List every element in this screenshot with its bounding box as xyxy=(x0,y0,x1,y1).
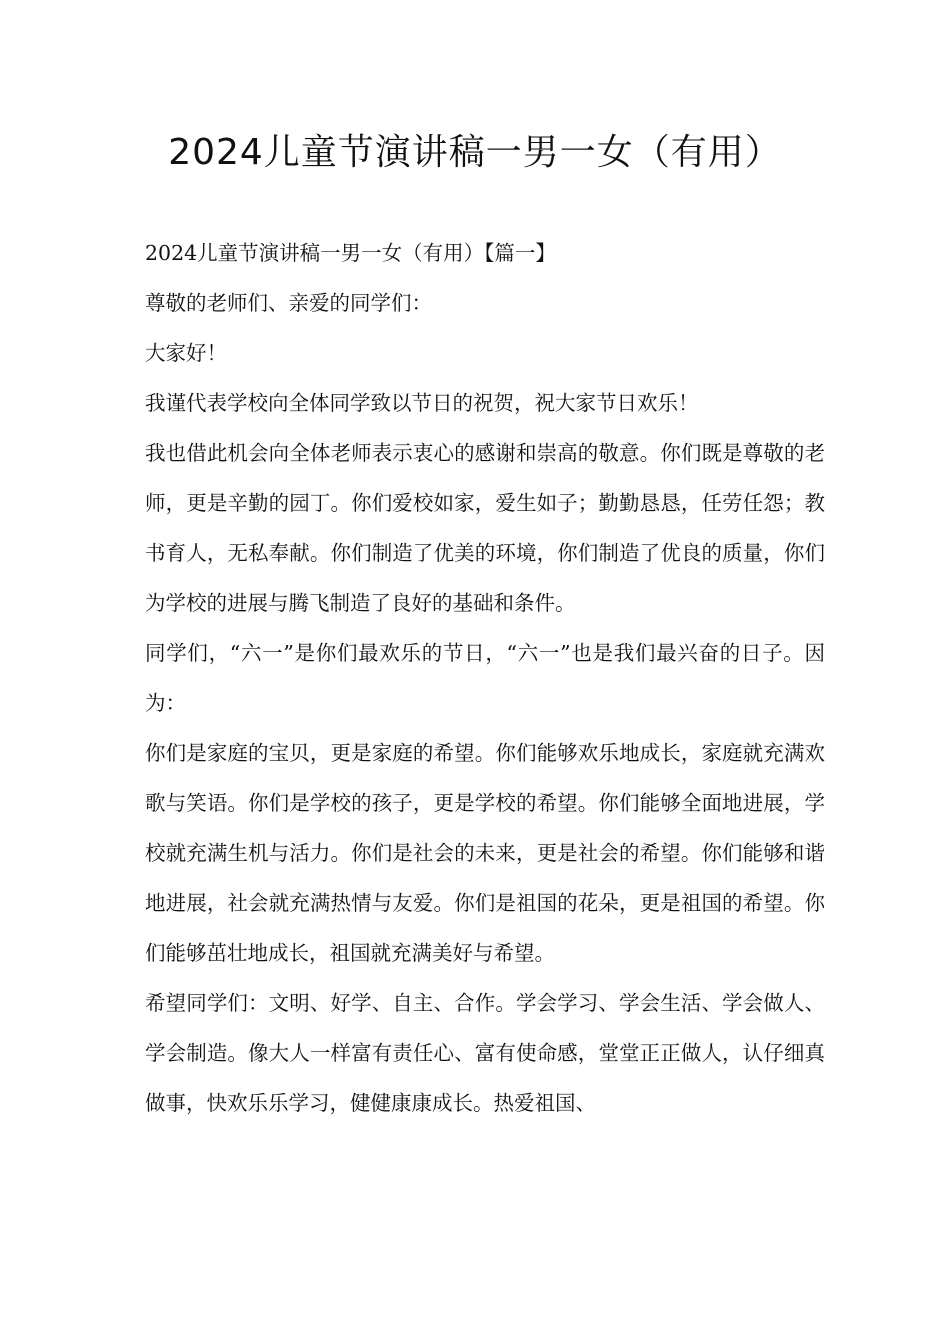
paragraph: 同学们，“六一”是你们最欢乐的节日，“六一”也是我们最兴奋的日子。因为： xyxy=(145,641,825,715)
document-body xyxy=(145,228,825,1128)
paragraph: 我也借此机会向全体老师表示衷心的感谢和崇高的敬意。你们既是尊敬的老师，更是辛勤的园丁。你们爱校如家，爱生如子；勤勤恳恳，任劳任怨；教书育人，无私奉献。你们制造了优美的环境，你们制造了优良的质量，你们为学校的进展与腾飞制造了良好的基础和条件。 xyxy=(145,441,825,615)
salutation: 尊敬的老师们、亲爱的同学们： xyxy=(145,291,432,315)
paragraph: 希望同学们：文明、好学、自主、合作。学会学习、学会生活、学会做人、学会制造。像大人一样富有责任心、富有使命感，堂堂正正做人，认仔细真做事，快欢乐乐学习，健健康康成长。热爱祖国、 xyxy=(145,991,825,1115)
greeting: 大家好！ xyxy=(145,341,227,365)
section-heading: 2024儿童节演讲稿一男一女（有用）【篇一】 xyxy=(145,241,556,265)
paragraph: 你们是家庭的宝贝，更是家庭的希望。你们能够欢乐地成长，家庭就充满欢歌与笑语。你们是学校的孩子，更是学校的希望。你们能够全面地进展，学校就充满生机与活力。你们是社会的未来，更是社会的希望。你们能够和谐地进展，社会就充满热情与友爱。你们是祖国的花朵，更是祖国的希望。你们能够茁壮地成长，祖国就充满美好与希望。 xyxy=(145,741,825,965)
paragraph: 我谨代表学校向全体同学致以节日的祝贺，祝大家节日欢乐！ xyxy=(145,391,699,415)
document-title: 2024儿童节演讲稿一男一女（有用） xyxy=(168,132,782,173)
